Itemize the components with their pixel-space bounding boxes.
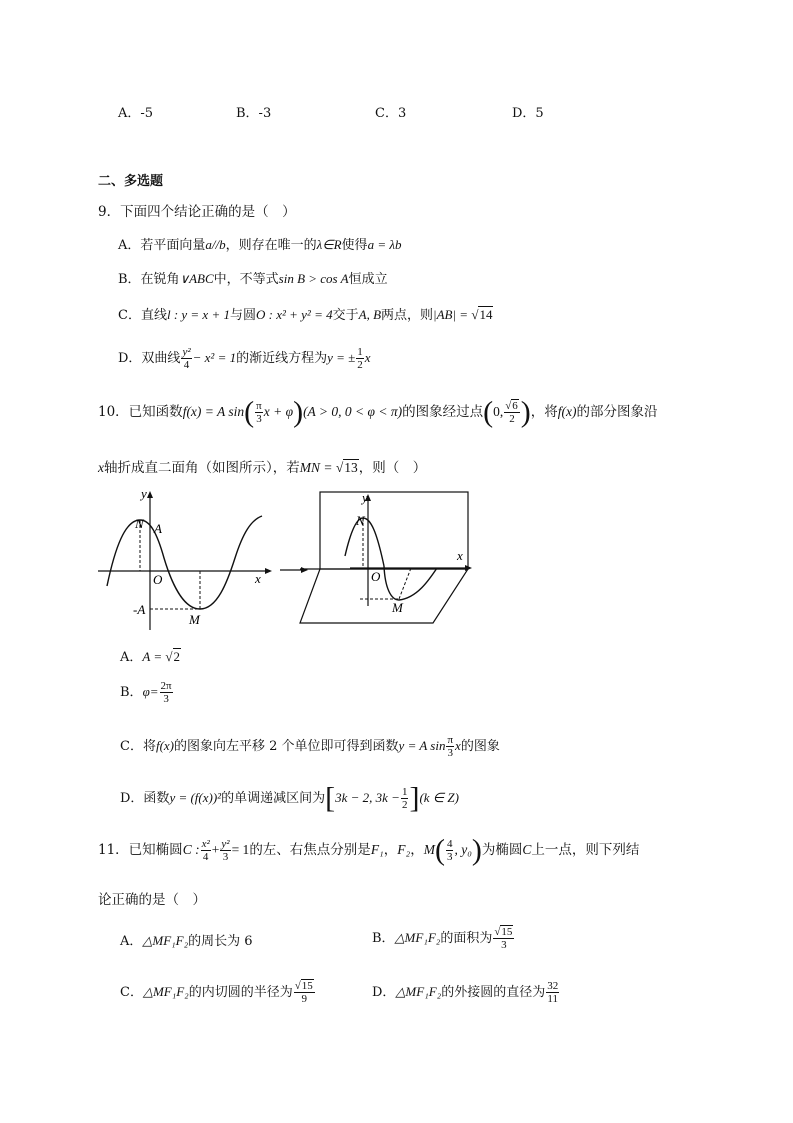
option-d: D．5 [512,106,544,121]
q11-option-b: B．△MF₁F₂的面积为 $\frac{√15}{3}$ [372,926,513,952]
q10-option-a: A．A = √2 [120,649,181,665]
q10-figure [95,488,480,633]
q9-option-a: A．若平面向量a//b，则存在唯一的λ∈R使得a = λb [118,237,402,253]
right-O-label: O [371,569,381,584]
q11-stem-line1: 11．已知椭圆C : $\frac{\text{x²}}{4}$ + $\frac{\text{y²}}{3}$ = 1的左、右焦点分别是F₁，F₂，M( $\frac{4}{3}$ , y₀)为椭圆C上一点，则下列结 [98,833,640,867]
q9-option-d: D．双曲线 $\frac{\text{y²}}{4}$ − x² = 1的渐近线方程为y = ± $\frac{1}{2}$ x [118,346,371,372]
q10-stem-line1: 10．已知函数f(x) = A sin( $\frac{\pi}{3}$ x + φ)(A > 0, 0 < φ < π)的图象经过点(0, $\frac{√6}{2}$ )，将f(x)的部分图象沿 [98,395,658,429]
left-x-label: x [255,571,261,586]
q11-option-c: C．△MF₁F₂的内切圆的半径为 $\frac{√15}{9}$ [120,980,313,1006]
left-N-label: N [135,516,144,531]
right-M-label: M [392,600,403,615]
left-y-label: y [141,488,147,501]
q9-stem: 9．下面四个结论正确的是（ ） [98,204,296,220]
left-M-label: M [189,612,200,627]
q11-stem-line2: 论正确的是（ ） [98,892,206,908]
left-A-label: A [154,521,162,536]
option-a: A．-5 [118,106,154,121]
q10-option-b: B．φ= $\frac{2\pi}{3}$ [120,680,172,706]
q11-option-d: D．△MF₁F₂的外接圆的直径为 $\frac{32}{11}$ [372,980,559,1006]
q11-option-a: A．△MF₁F₂的周长为 6 [120,933,253,949]
left-negA-label: -A [133,602,146,617]
option-b: B．-3 [236,106,272,121]
q10-stem-line2: x轴折成直二面角（如图所示），若MN = √13，则（ ） [98,460,427,476]
vertical-plane [320,492,468,569]
right-N-label: N [356,513,365,528]
option-c: C．3 [375,106,407,121]
section-title: 二、多选题 [98,174,164,189]
q9-option-b: B．在锐角∨ABC中，不等式sin B > cos A恒成立 [118,271,388,287]
horizontal-plane [300,569,468,623]
left-O-label: O [153,572,163,587]
left-sine-curve [107,516,262,609]
right-y-label: y [362,490,368,505]
q10-option-d: D．函数y = (f(x))²的单调递减区间为[3k − 2, 3k − $\frac{1}{2}$ ](k ∈ Z) [120,781,459,815]
q9-option-c: C．直线l : y = x + 1与圆O : x² + y² = 4交于A, B两点，则|AB| = √14 [118,307,493,323]
right-lower-curve [384,566,437,600]
right-x-label: x [457,548,463,563]
q10-option-c: C．将f(x)的图象向左平移 2 个单位即可得到函数y = A sin $\frac{\pi}{3}$ x的图象 [120,734,500,760]
